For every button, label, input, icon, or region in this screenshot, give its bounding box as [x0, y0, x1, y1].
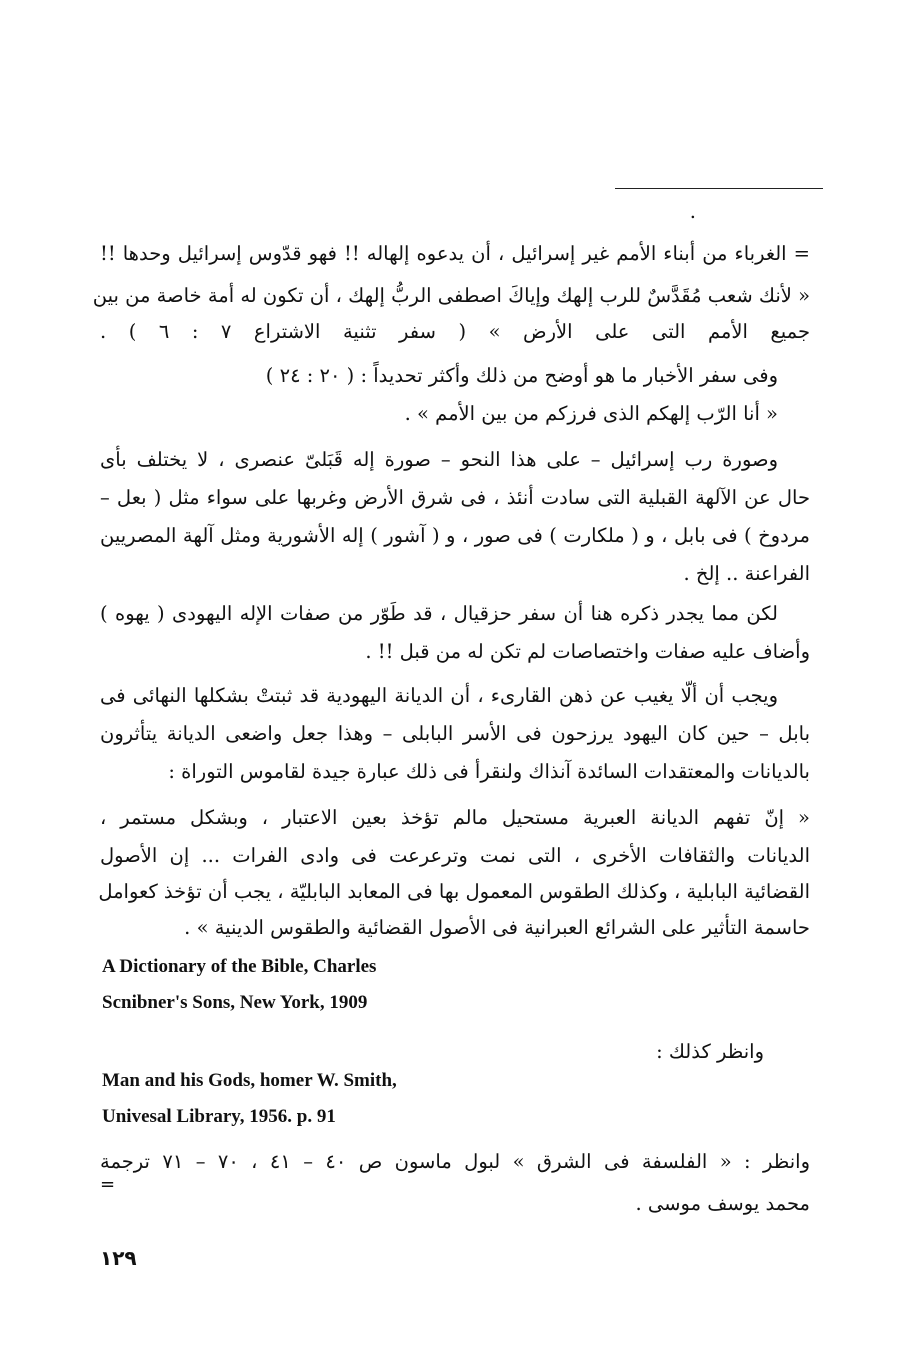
- text-line-1: = الغرباء من أبناء الأمم غير إسرائيل ، أن يدعوه إلهاله !! فهو قدّوس إسرائيل وحدها !!: [100, 242, 810, 265]
- text-line-10: لكن مما يجدر ذكره هنا أن سفر حزقيال ، قد طَوّر من صفات الإله اليهودى ( يهوه ): [100, 602, 778, 625]
- text-line-14: بالديانات والمعتقدات السائدة آنذاك ولنقرأ فى ذلك عبارة جيدة لقاموس التوراة :: [168, 760, 810, 783]
- text-line-5: « أنا الرّب إلهكم الذى فرزكم من بين الأمم » .: [404, 402, 778, 425]
- see-also-line-2: محمد يوسف موسى .: [635, 1192, 810, 1215]
- text-line-3: جميع الأمم التى على الأرض » ( سفر تثنية الاشتراع ٧ : ٦ ) .: [100, 320, 810, 343]
- text-line-4: وفى سفر الأخبار ما هو أوضح من ذلك وأكثر تحديداً : ( ٢٠ : ٢٤ ): [265, 364, 778, 387]
- text-line-13: بابل – حين كان اليهود يرزحون فى الأسر البابلى – وهذا جعل واضعى الديانة يتأثرون: [100, 722, 810, 745]
- reference-1-line-2: Scnibner's Sons, New York, 1909: [102, 992, 368, 1013]
- page-number: ١٢٩: [100, 1246, 137, 1270]
- text-line-12: ويجب أن ألّا يغيب عن ذهن القارىء ، أن الديانة اليهودية قد ثبتتْ بشكلها النهائى فى: [100, 684, 778, 707]
- reference-1-line-1: A Dictionary of the Bible, Charles: [102, 956, 377, 977]
- text-line-8: مردوخ ) فى بابل ، و ( ملكارت ) فى صور ، و ( آشور ) إله الأشورية ومثل آلهة المصريين: [100, 524, 810, 547]
- reference-2-line-1: Man and his Gods, homer W. Smith,: [102, 1070, 397, 1091]
- quote-line-1: « إنّ تفهم الديانة العبرية مستحيل مالم تؤخذ بعين الاعتبار ، وبشكل مستمر ،: [100, 806, 810, 829]
- text-line-9: الفراعنة .. إلخ .: [683, 562, 810, 585]
- quote-line-3: القضائية البابلية ، وكذلك الطقوس المعمول بها فى المعابد البابليّة ، يجب أن تؤخذ كعوامل: [98, 880, 810, 903]
- continuation-mark: =: [100, 1174, 116, 1195]
- text-line-7: حال عن الآلهة القبلية التى سادت أنئذ ، فى شرق الأرض وغربها على سواء مثل ( بعل –: [100, 486, 810, 509]
- text-line-11: وأضاف عليه صفات واختصاصات لم تكن له من قبل !! .: [365, 640, 810, 663]
- quote-line-2: الديانات والثقافات الأخرى ، التى نمت وترعرعت فى وادى الفرات ... إن الأصول: [100, 844, 810, 867]
- see-also-label: وانظر كذلك :: [656, 1040, 764, 1063]
- see-also-line-1: وانظر : « الفلسفة فى الشرق » لبول ماسون ص ٤٠ – ٤١ ، ٧٠ – ٧١ ترجمة: [100, 1150, 810, 1173]
- footnote-rule: [615, 188, 823, 189]
- text-line-6: وصورة رب إسرائيل – على هذا النحو – صورة إله قَبَلىّ عنصرى ، لا يختلف بأى: [100, 448, 778, 471]
- quote-line-4: حاسمة التأثير على الشرائع العبرانية فى الأصول القضائية والطقوس الدينية » .: [184, 916, 810, 939]
- text-line-2: « لأنك شعب مُقَدَّسٌ للرب إلهك وإياكَ اصطفى الربُّ إلهك ، أن تكون له أمة خاصة من بين: [92, 284, 810, 307]
- footnote-marker: .: [689, 200, 696, 223]
- reference-2-line-2: Univesal Library, 1956. p. 91: [102, 1106, 336, 1127]
